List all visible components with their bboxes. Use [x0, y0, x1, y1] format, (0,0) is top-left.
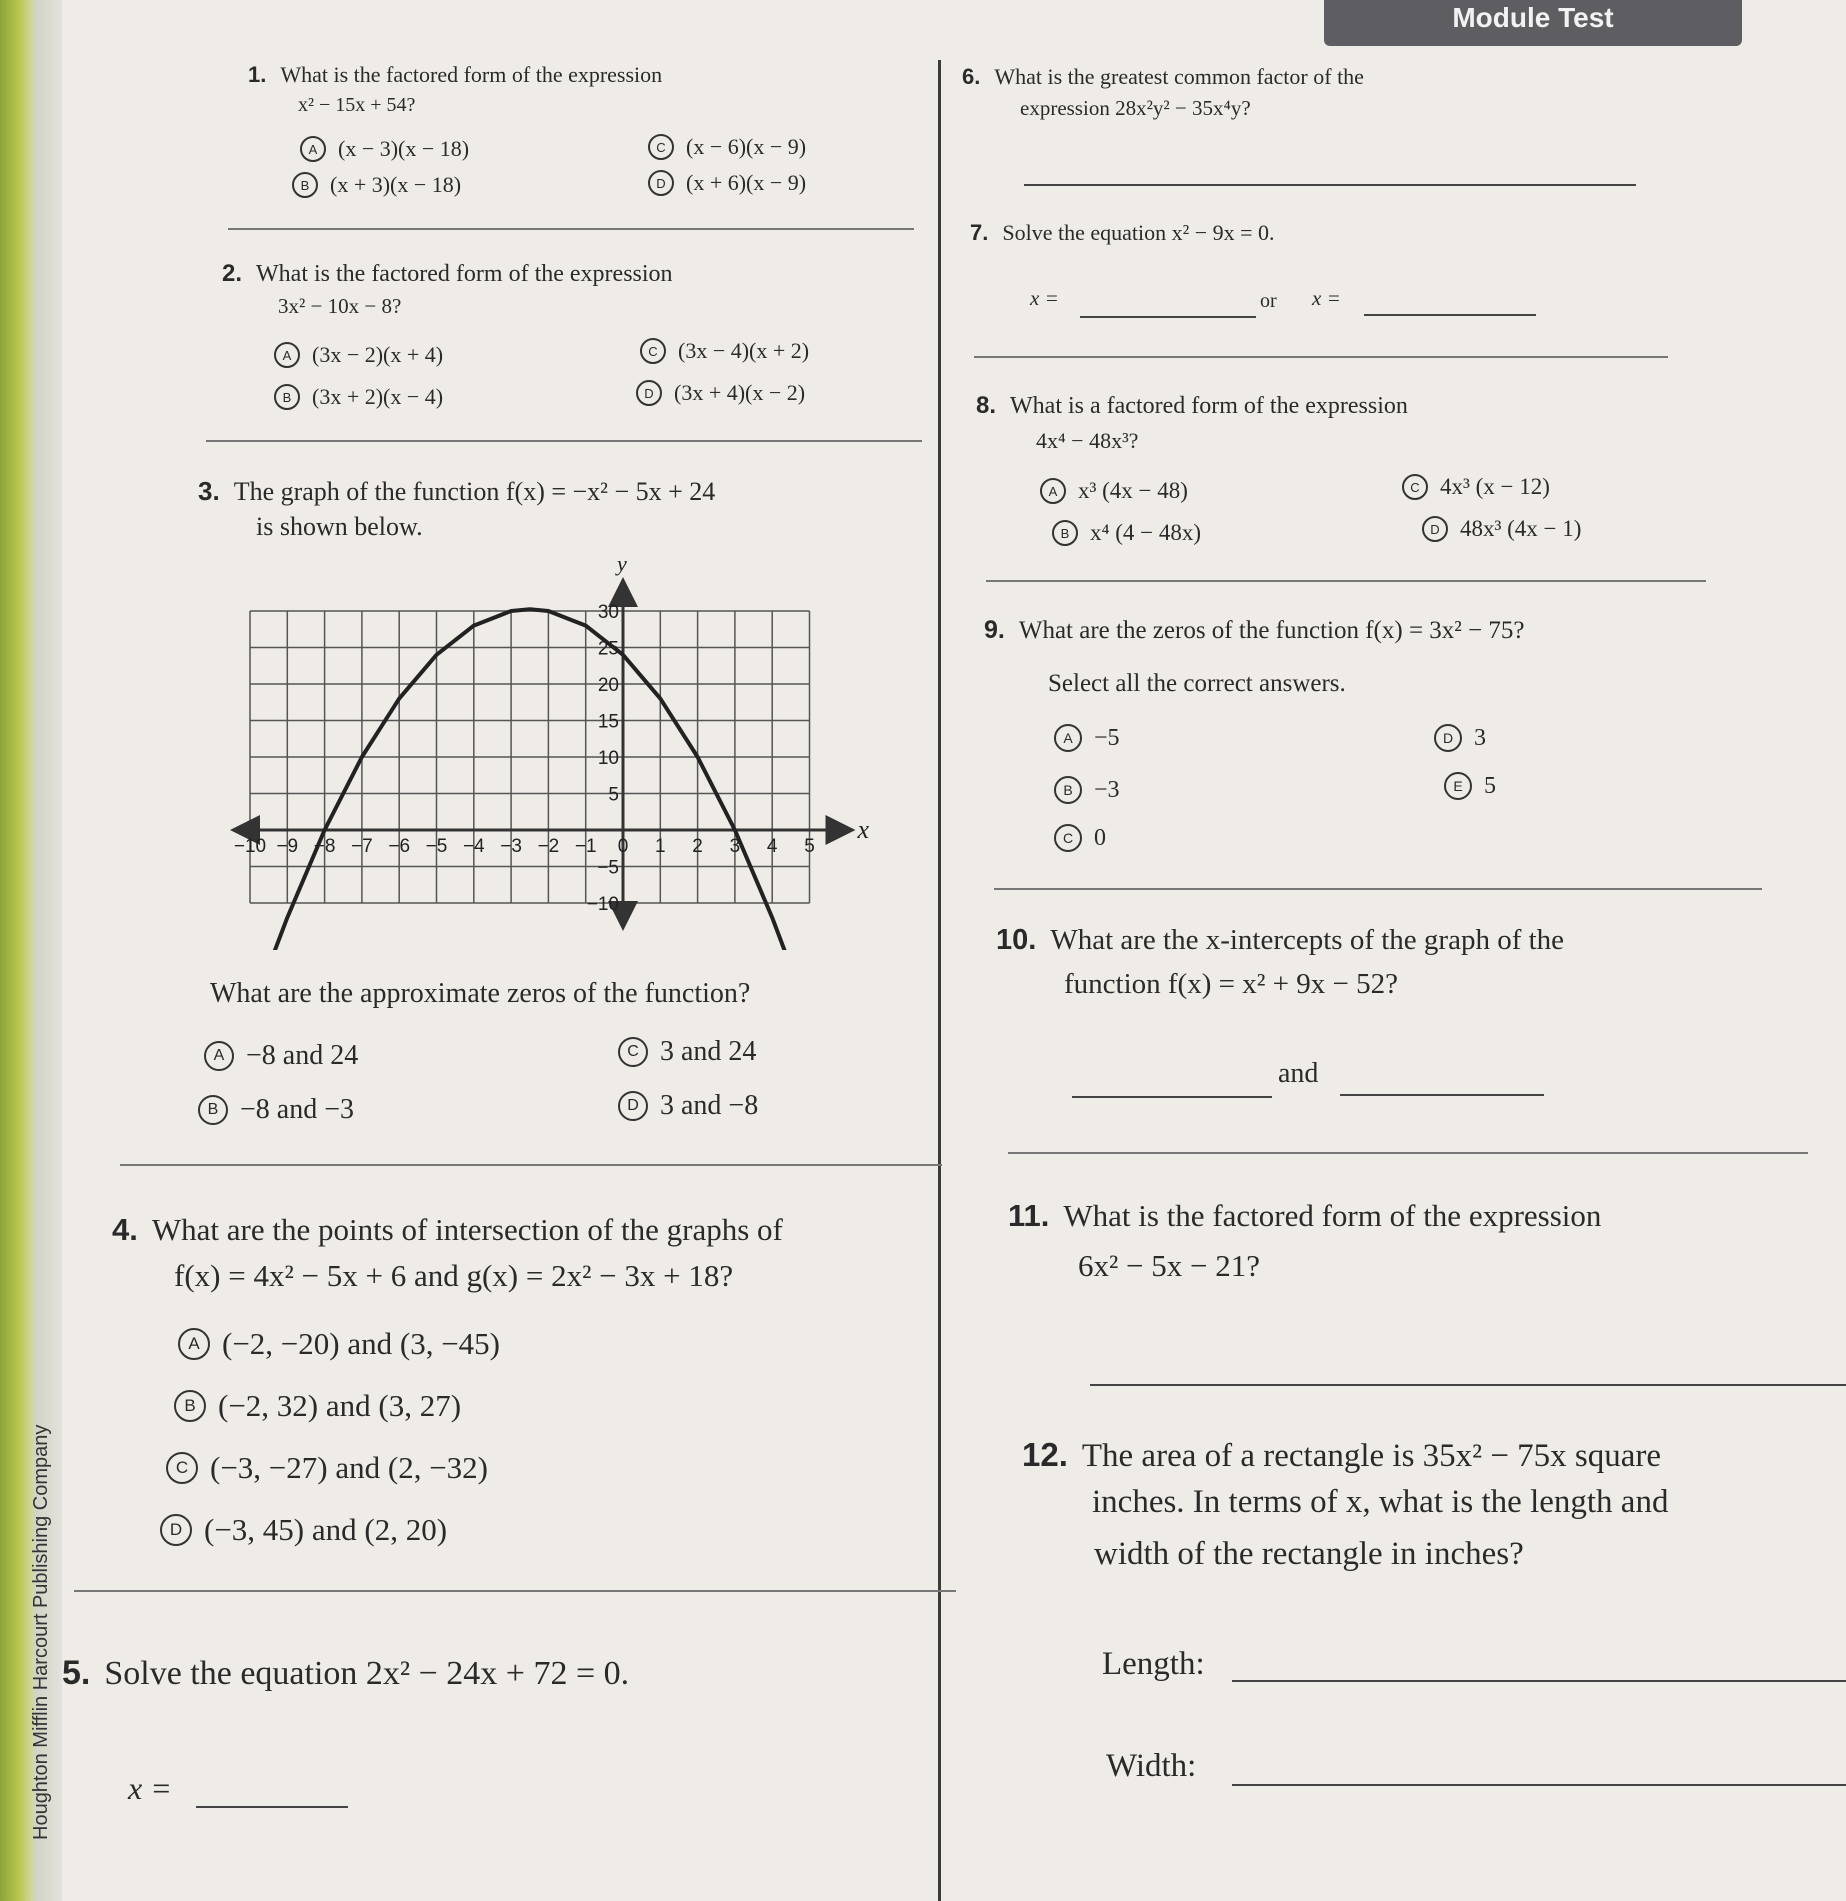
x-tick-label: 2 — [692, 836, 703, 857]
q1-expression: x² − 15x + 54? — [298, 94, 416, 116]
q2-choice-c[interactable]: C (3x − 4)(x + 2) — [640, 338, 809, 364]
x-tick-label: −3 — [500, 836, 522, 857]
q8-choice-b[interactable]: B x⁴ (4 − 48x) — [1052, 520, 1201, 546]
q2-choice-a[interactable]: A (3x − 2)(x + 4) — [274, 342, 443, 368]
q3-choice-d[interactable]: D 3 and −8 — [618, 1090, 758, 1122]
x-tick-label: −1 — [574, 836, 597, 857]
q5-answer-label: x = — [128, 1770, 172, 1806]
q4-choice-b[interactable]: B (−2, 32) and (3, 27) — [174, 1388, 461, 1424]
q9-choice-d[interactable]: D 3 — [1434, 724, 1486, 752]
page-title: Module Test — [1452, 2, 1614, 33]
y-tick-label: 20 — [597, 675, 619, 696]
q9-prompt: 9. What are the zeros of the function f(x) = 3x² − 75? — [984, 616, 1525, 644]
q3-choice-a[interactable]: A −8 and 24 — [204, 1040, 358, 1072]
q1-choice-d[interactable]: D (x + 6)(x − 9) — [648, 170, 806, 196]
q8-choice-d[interactable]: D 48x³ (4x − 1) — [1422, 516, 1581, 542]
q2-choice-d[interactable]: D (3x + 4)(x − 2) — [636, 380, 805, 406]
q3-question: What are the approximate zeros of the function? — [210, 978, 751, 1009]
q8-choice-c[interactable]: C 4x³ (x − 12) — [1402, 474, 1550, 500]
q6-answer-blank[interactable] — [1024, 184, 1636, 186]
q2-separator — [206, 440, 922, 442]
x-tick-label: −4 — [462, 836, 485, 857]
q3-prompt: 3. The graph of the function f(x) = −x² − 5x + 24 — [198, 476, 716, 506]
x-tick-label: 1 — [655, 836, 666, 857]
q12-width-label: Width: — [1106, 1748, 1197, 1784]
q4-expression: f(x) = 4x² − 5x + 6 and g(x) = 2x² − 3x + 18? — [174, 1258, 734, 1293]
q8-separator — [986, 580, 1706, 582]
graph-grid — [250, 611, 810, 903]
q8-choice-a[interactable]: A x³ (4x − 48) — [1040, 478, 1188, 504]
q3-choice-c[interactable]: C 3 and 24 — [618, 1036, 756, 1068]
x-tick-label: −9 — [276, 836, 299, 857]
q8-prompt: 8. What is a factored form of the expression — [976, 392, 1408, 419]
q4-choice-d[interactable]: D (−3, 45) and (2, 20) — [160, 1512, 447, 1548]
q4-choice-c[interactable]: C (−3, −27) and (2, −32) — [166, 1450, 488, 1486]
q4-choice-a[interactable]: A (−2, −20) and (3, −45) — [178, 1326, 500, 1362]
x-tick-label: −5 — [425, 836, 448, 857]
q8-expression: 4x⁴ − 48x³? — [1036, 428, 1139, 453]
q5-prompt: 5. Solve the equation 2x² − 24x + 72 = 0. — [62, 1654, 630, 1692]
publisher-credit: Houghton Mifflin Harcourt Publishing Company — [30, 1424, 52, 1840]
q3-choice-b[interactable]: B −8 and −3 — [198, 1094, 354, 1126]
q12-prompt-line3: width of the rectangle in inches? — [1094, 1536, 1524, 1572]
q12-width-blank[interactable] — [1232, 1784, 1846, 1786]
q11-answer-blank[interactable] — [1090, 1384, 1846, 1386]
y-axis-label: y — [617, 560, 627, 576]
y-tick-label: −5 — [597, 857, 619, 879]
header-bar — [1324, 0, 1742, 46]
x-tick-label: 4 — [766, 836, 778, 857]
q10-expression: function f(x) = x² + 9x − 52? — [1064, 968, 1398, 1000]
q12-prompt: 12. The area of a rectangle is 35x² − 75x square — [1022, 1436, 1662, 1474]
q2-choice-b[interactable]: B (3x + 2)(x − 4) — [274, 384, 443, 410]
q3-graph — [220, 560, 940, 950]
q7-answer-blank-1[interactable] — [1080, 316, 1256, 318]
q9-choice-e[interactable]: E 5 — [1444, 772, 1496, 800]
q12-length-label: Length: — [1102, 1646, 1205, 1682]
q9-choice-a[interactable]: A −5 — [1054, 724, 1120, 752]
y-tick-label: 15 — [597, 711, 619, 733]
q2-expression: 3x² − 10x − 8? — [278, 294, 402, 318]
y-tick-label: 30 — [597, 602, 619, 623]
q7-label-2: x = — [1312, 286, 1341, 310]
q1-choice-c[interactable]: C (x − 6)(x − 9) — [648, 134, 806, 160]
x-tick-label: −2 — [537, 836, 560, 857]
y-tick-label: 10 — [597, 748, 619, 769]
q10-answer-blank-2[interactable] — [1340, 1094, 1544, 1096]
q11-prompt: 11. What is the factored form of the expression — [1008, 1198, 1602, 1233]
q11-expression: 6x² − 5x − 21? — [1078, 1248, 1261, 1283]
x-tick-label: −8 — [313, 836, 336, 857]
q2-prompt: 2. What is the factored form of the expression — [222, 260, 673, 287]
q1-choice-b[interactable]: B (x + 3)(x − 18) — [292, 172, 461, 198]
q6-prompt: 6. What is the greatest common factor of the — [962, 64, 1364, 89]
q7-answer-blank-2[interactable] — [1364, 314, 1536, 316]
q12-prompt-line2: inches. In terms of x, what is the length and — [1092, 1484, 1669, 1520]
q1-choice-a[interactable]: A (x − 3)(x − 18) — [300, 136, 469, 162]
x-tick-label: −7 — [351, 836, 373, 857]
book-spine — [0, 0, 34, 1901]
x-tick-label: 0 — [617, 836, 629, 857]
q3-prompt-line2: is shown below. — [256, 512, 423, 541]
y-tick-label: −10 — [586, 894, 619, 915]
q5-answer-blank[interactable] — [196, 1806, 348, 1808]
q10-separator — [1008, 1152, 1808, 1154]
q7-prompt: 7. Solve the equation x² − 9x = 0. — [970, 220, 1275, 245]
column-divider — [938, 60, 941, 1901]
q12-length-blank[interactable] — [1232, 1680, 1846, 1682]
x-tick-label: −10 — [233, 836, 267, 857]
x-tick-label: 3 — [729, 836, 741, 857]
q7-separator — [974, 356, 1668, 358]
q9-choice-c[interactable]: C 0 — [1054, 824, 1106, 852]
q9-separator — [994, 888, 1762, 890]
graph-axes — [233, 583, 850, 925]
q7-or: or — [1260, 290, 1277, 312]
q9-choice-b[interactable]: B −3 — [1054, 776, 1120, 804]
x-tick-label: 5 — [804, 836, 815, 857]
q4-prompt: 4. What are the points of intersection of the graphs of — [112, 1212, 783, 1247]
q9-instruction: Select all the correct answers. — [1048, 670, 1346, 697]
q10-answer-blank-1[interactable] — [1072, 1096, 1272, 1098]
q7-label-1: x = — [1030, 286, 1059, 310]
q10-prompt: 10. What are the x-intercepts of the graph of the — [996, 924, 1565, 956]
y-tick-label: 5 — [608, 784, 619, 806]
q4-separator — [74, 1590, 956, 1592]
q1-separator — [228, 228, 914, 230]
x-tick-label: −6 — [388, 836, 411, 857]
q10-and: and — [1278, 1058, 1319, 1089]
q3-separator — [120, 1164, 942, 1166]
parabola-curve — [269, 609, 791, 950]
x-axis-label: x — [857, 815, 870, 844]
y-tick-label: 25 — [597, 638, 619, 660]
q1-prompt: 1. What is the factored form of the expression — [248, 62, 663, 87]
q6-expression: expression 28x²y² − 35x⁴y? — [1020, 96, 1251, 120]
